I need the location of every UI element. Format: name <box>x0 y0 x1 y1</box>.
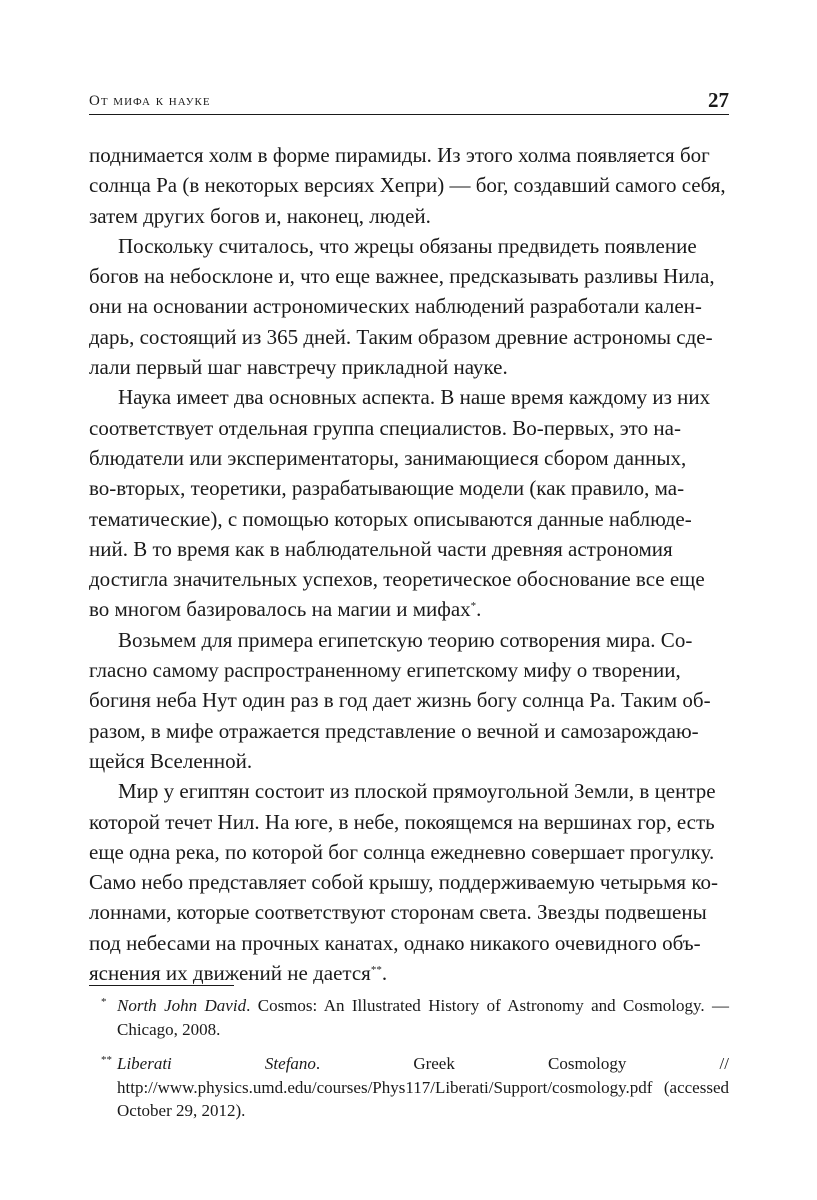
text-line: Поскольку считалось, что жрецы обязаны предвидеть появление <box>118 233 697 258</box>
text-line: лоннами, которые соответствуют сторонам света. Звезды подвешены <box>89 900 707 925</box>
paragraph-2 <box>89 231 729 382</box>
running-header <box>89 88 729 118</box>
running-title: От мифа к науке <box>89 93 211 109</box>
footnote-ref-1[interactable]: * <box>470 600 477 613</box>
header-rule <box>89 114 729 115</box>
paragraph-5 <box>89 776 729 988</box>
footnote-text: . Greek Cosmology // http://www.physics.umd.edu/courses/Phys117/Liberati/Support/cosmology.pdf (accessed October 29, 2012). <box>117 1054 729 1120</box>
text-line: соответствует отдельная группа специалистов. Во-первых, это на- <box>89 415 681 440</box>
footnote-mark: * <box>101 996 107 1008</box>
text-line: они на основании астрономических наблюдений разработали кален- <box>89 294 702 319</box>
text-line: ний. В то время как в наблюдательной части древняя астрономия <box>89 536 673 561</box>
text-line: дарь, состоящий из 365 дней. Таким образом древние астрономы сде- <box>89 324 713 349</box>
text-line: еще одна река, по которой бог солнца ежедневно совершает прогулку. <box>89 839 715 864</box>
text-line: богиня неба Нут один раз в год дает жизнь богу солнца Ра. Таким об- <box>89 688 711 713</box>
footnotes <box>89 994 729 1134</box>
text-line: во-вторых, теоретики, разрабатывающие модели (как правило, ма- <box>89 476 685 501</box>
text-line-tail: . <box>476 597 482 622</box>
footnote-author: North John David <box>117 996 247 1015</box>
footnote-1 <box>89 994 729 1041</box>
paragraph-3 <box>89 382 729 624</box>
page-number: 27 <box>708 88 729 112</box>
text-line: под небесами на прочных канатах, однако никакого очевидного объ- <box>89 930 701 955</box>
text-line: щейся Вселенной. <box>89 748 253 773</box>
paragraph-4 <box>89 625 729 776</box>
text-line: блюдатели или экспериментаторы, занимающиеся сбором данных, <box>89 445 687 470</box>
footnote-ref-2[interactable]: ** <box>370 964 382 977</box>
text-line: богов на небосклоне и, что еще важнее, предсказывать разливы Нила, <box>89 264 715 289</box>
text-line: яснения их движений не дается <box>89 961 371 986</box>
body-text <box>89 140 729 988</box>
footnote-author: Liberati Stefano <box>117 1054 316 1073</box>
footnote-mark: ** <box>101 1054 112 1066</box>
text-line: Наука имеет два основных аспекта. В наше время каждому из них <box>118 385 711 410</box>
footnote-2 <box>89 1052 729 1123</box>
text-line: достигла значительных успехов, теоретическое обоснование все еще <box>89 567 705 592</box>
text-line: которой течет Нил. На юге, в небе, покоящемся на вершинах гор, есть <box>89 809 715 834</box>
text-line: лали первый шаг навстречу прикладной науке. <box>89 355 508 380</box>
text-line: затем других богов и, наконец, людей. <box>89 203 431 228</box>
paragraph-1 <box>89 140 729 231</box>
text-line: солнца Ра (в некоторых версиях Хепри) — бог, создавший самого себя, <box>89 173 726 198</box>
footnote-text: . Cosmos: An Illustrated History of Astronomy and Cosmology. — Chicago, 2008. <box>117 996 729 1039</box>
text-line: Само небо представляет собой крышу, поддерживаемую четырьмя ко- <box>89 870 718 895</box>
text-line: тематические), с помощью которых описываются данные наблюде- <box>89 506 692 531</box>
text-line: Возьмем для примера египетскую теорию сотворения мира. Со- <box>118 627 693 652</box>
text-line: разом, в мифе отражается представление о вечной и самозарождаю- <box>89 718 699 743</box>
text-line: гласно самому распространенному египетскому мифу о творении, <box>89 658 681 683</box>
text-line: во многом базировалось на магии и мифах <box>89 597 471 622</box>
text-line: поднимается холм в форме пирамиды. Из этого холма появляется бог <box>89 143 710 167</box>
text-line-tail: . <box>381 961 388 986</box>
text-line: Мир у египтян состоит из плоской прямоугольной Земли, в центре <box>118 779 716 804</box>
footnote-rule <box>89 985 234 986</box>
